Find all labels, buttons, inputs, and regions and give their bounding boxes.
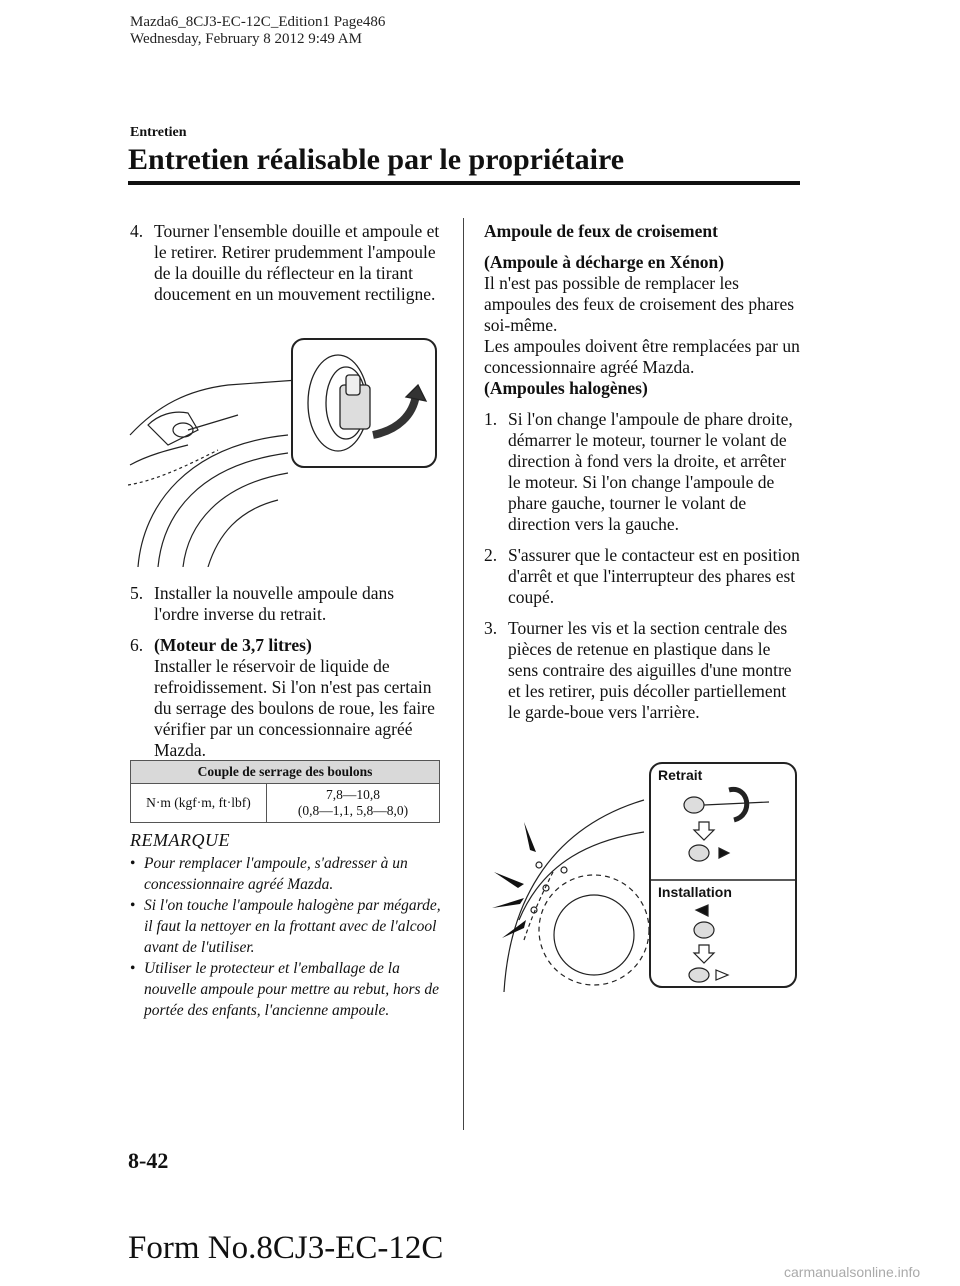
lowbeam-heading: Ampoule de feux de croisement	[484, 221, 718, 241]
step-number: 5.	[130, 583, 144, 603]
title-rule	[128, 181, 800, 185]
xenon-text-2: Les ampoules doivent être remplacées par un concessionnaire agréé Mazda.	[484, 336, 800, 377]
step-text: Tourner l'ensemble douille et ampoule et le retirer. Retirer prudemment l'ampoule de la douille du réflecteur en la tirant doucement en un mouvement rectiligne.	[154, 221, 440, 304]
clip-removal-figure	[484, 760, 800, 992]
note-block	[130, 830, 442, 1021]
step-text: Installer la nouvelle ampoule dans l'ordre inverse du retrait.	[154, 583, 395, 624]
step-content	[154, 635, 442, 761]
bullet-icon: •	[130, 897, 136, 914]
xenon-title: (Ampoule à décharge en Xénon)	[484, 252, 725, 272]
step-5	[130, 583, 442, 625]
page-number: 8-42	[128, 1148, 169, 1173]
bullet-icon: •	[130, 960, 136, 977]
pointer-arrow	[524, 822, 536, 852]
print-header-date: Wednesday, February 8 2012 9:49 AM	[130, 31, 362, 47]
bullet-icon: •	[130, 855, 136, 872]
step-number: 1.	[484, 409, 498, 429]
step-number: 2.	[484, 545, 498, 565]
left-column-steps	[130, 583, 442, 771]
page-title: Entretien réalisable par le propriétaire	[128, 143, 625, 176]
step-text: S'assurer que le contacteur est en position d'arrêt et que l'interrupteur des phares est coupé.	[508, 545, 800, 607]
step-4	[130, 221, 442, 305]
halogen-steps	[484, 409, 800, 723]
xenon-text: Il n'est pas possible de remplacer les ampoules des feux de croisement des phares soi-même.	[484, 273, 795, 335]
left-column-top	[130, 221, 442, 315]
step-6	[130, 635, 442, 761]
note-item: • Utiliser le protecteur et l'emballage de la nouvelle ampoule pour mettre au rebut, hors de portée des enfants, l'ancienne ampoule.	[130, 960, 440, 1019]
remove-label: Retrait	[658, 767, 703, 783]
table-header: Couple de serrage des boulons	[131, 761, 440, 784]
column-divider	[463, 218, 464, 1130]
step-number: 6.	[130, 635, 144, 655]
table-value-line1: 7,8―10,8	[325, 787, 380, 802]
step-1	[484, 409, 800, 535]
note-list	[130, 853, 442, 1021]
install-label: Installation	[658, 884, 732, 900]
note-item: • Si l'on touche l'ampoule halogène par mégarde, il faut la nettoyer en la frottant avec de l'alcool avant de l'utiliser.	[130, 897, 441, 956]
hood-edge	[130, 380, 298, 435]
pointer-arrow	[502, 920, 526, 938]
step-2	[484, 545, 800, 608]
step-title: (Moteur de 3,7 litres)	[154, 635, 312, 655]
clip-detail-inset	[650, 763, 796, 987]
torque-table	[130, 760, 440, 823]
note-title: REMARQUE	[130, 830, 230, 850]
table-unit: N·m (kgf·m, ft·lbf)	[131, 784, 267, 823]
watermark: carmanualsonline.info	[784, 1264, 921, 1280]
section-label: Entretien	[130, 125, 187, 140]
fender-arc	[138, 435, 288, 567]
table-value	[266, 784, 439, 823]
table-value-line2: (0,8―1,1, 5,8―8,0)	[297, 803, 409, 818]
halogen-title: (Ampoules halogènes)	[484, 378, 648, 398]
step-3	[484, 618, 800, 723]
right-column	[484, 221, 800, 733]
headlamp-socket-figure	[128, 335, 440, 567]
step-text: Tourner les vis et la section centrale des pièces de retenue en plastique dans le sens contraire des aiguilles d'une montre et les retirer, puis décoller partiellement le garde-boue vers l'arrière.	[508, 618, 792, 722]
note-item: • Pour remplacer l'ampoule, s'adresser à un concessionnaire agréé Mazda.	[130, 855, 408, 893]
pointer-arrow	[492, 898, 524, 908]
print-header-file: Mazda6_8CJ3-EC-12C_Edition1 Page486	[130, 14, 386, 30]
form-number: Form No.8CJ3-EC-12C	[128, 1230, 444, 1266]
pointer-arrow	[494, 872, 524, 888]
step-number: 4.	[130, 221, 144, 241]
torque-table-wrap	[130, 760, 440, 823]
step-text: Installer le réservoir de liquide de refroidissement. Si l'on n'est pas certain du serrage des boulons de roue, les faire vérifier par un concessionnaire agréé Mazda.	[154, 656, 435, 760]
step-text: Si l'on change l'ampoule de phare droite, démarrer le moteur, tourner le volant de direction à fond vers la droite, et arrêter le moteur. Si l'on change l'ampoule de phare gauche, tourner le volant de direction vers la gauche.	[508, 409, 793, 534]
step-number: 3.	[484, 618, 498, 638]
